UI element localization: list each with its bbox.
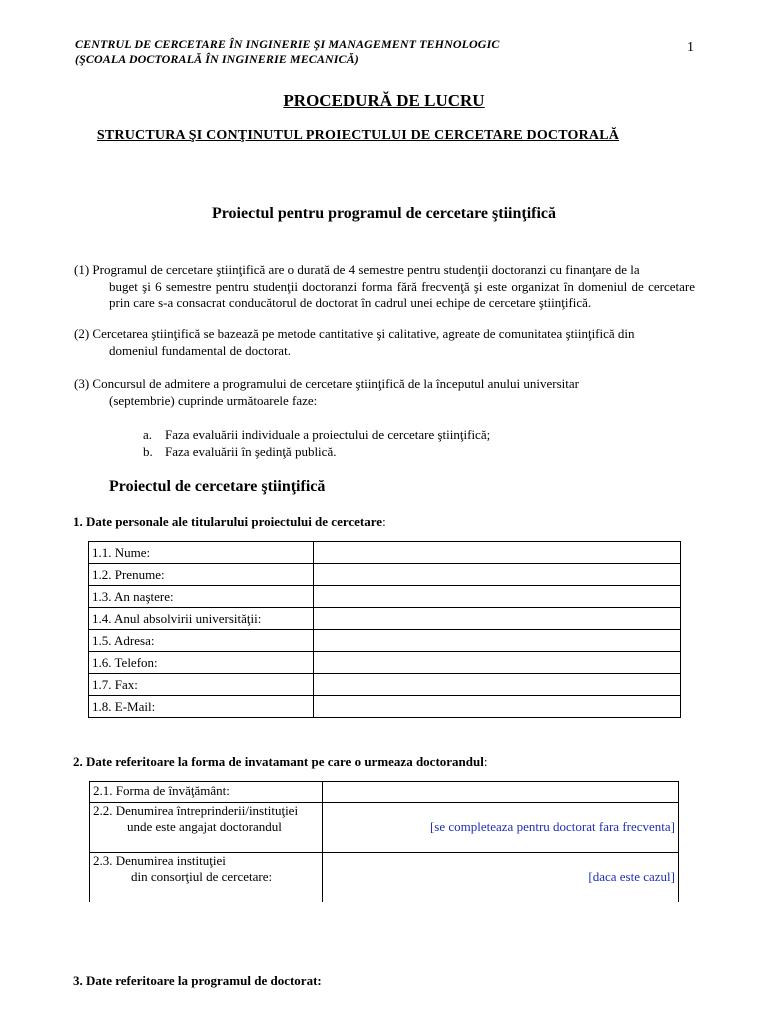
field-value-name[interactable] <box>314 542 681 564</box>
table-row <box>89 608 681 630</box>
table-row <box>89 564 681 586</box>
field-label-line: 2.1. Forma de învăţământ: <box>93 783 230 798</box>
school-name: (ŞCOALA DOCTORALĂ ÎN INGINERIE MECANICĂ) <box>75 52 359 66</box>
list-item <box>143 443 490 460</box>
field-label-line: din consorţiul de cercetare: <box>131 869 273 884</box>
field-value-email[interactable] <box>314 696 681 718</box>
list-item-text: Faza evaluării individuale a proiectului de cercetare ştiinţifică; <box>165 427 491 442</box>
field-note: [se completeaza pentru doctorat fara frecventa] <box>429 819 675 834</box>
education-form-table <box>89 781 679 902</box>
table-row <box>90 782 679 803</box>
field-label-line: 2.3. Denumirea instituţiei <box>93 853 226 868</box>
field-label-name: 1.1. Nume: <box>89 542 314 564</box>
paragraph-first-line: (2) Cercetarea ştiinţifică se bazează pe metode cantitative şi calitative, agreate de comunitatea ştiinţifică din <box>74 326 635 341</box>
project-heading: Proiectul de cercetare ştiinţifică <box>109 478 326 495</box>
table-row <box>90 803 679 853</box>
field-value-education-form[interactable] <box>323 782 679 803</box>
table-row <box>89 586 681 608</box>
document-title: PROCEDURĂ DE LUCRU <box>283 91 485 110</box>
field-label-consortium <box>90 853 323 903</box>
section-2-heading-colon: : <box>483 754 488 769</box>
paragraph-continuation: buget şi 6 semestre pentru studenţii doctoranzi forma fără frecvenţă şi este organizat în domeniul de cercetare prin care s-a consacrat conducătorul de doctorat în cadrul unei echipe de cercetare ştiinţifică. <box>109 278 695 310</box>
field-label-email: 1.8. E-Mail: <box>89 696 314 718</box>
paragraph-continuation: (septembrie) cuprinde următoarele faze: <box>109 392 318 408</box>
field-label-first-name: 1.2. Prenume: <box>89 564 314 586</box>
table-row <box>89 630 681 652</box>
phases-list <box>143 426 490 460</box>
field-value-fax[interactable] <box>314 674 681 696</box>
section-1-heading <box>73 514 386 530</box>
table-row <box>89 542 681 564</box>
paragraph-1 <box>74 262 695 312</box>
page-number: 1 <box>687 40 694 55</box>
field-label-fax: 1.7. Fax: <box>89 674 314 696</box>
field-value-birth-year[interactable] <box>314 586 681 608</box>
table-row <box>90 853 679 903</box>
paragraph-2 <box>74 326 695 359</box>
personal-data-table <box>88 541 681 718</box>
field-label-phone: 1.6. Telefon: <box>89 652 314 674</box>
paragraph-3 <box>74 376 695 409</box>
field-value-address[interactable] <box>314 630 681 652</box>
field-note: [daca este cazul] <box>588 869 675 884</box>
section-1-heading-text: 1. Date personale ale titularului proiectului de cercetare <box>73 514 383 529</box>
field-label-graduation-year: 1.4. Anul absolvirii universităţii: <box>89 608 314 630</box>
section-1-heading-colon: : <box>382 514 386 529</box>
section-2-heading-text: 2. Date referitoare la forma de invatamant pe care o urmeaza doctorandul <box>73 754 484 769</box>
section-3-heading: 3. Date referitoare la programul de doctorat: <box>73 973 322 988</box>
field-label-line: unde este angajat doctorandul <box>127 819 282 834</box>
section-title: Proiectul pentru programul de cercetare ştiinţifică <box>211 205 557 222</box>
list-marker: b. <box>143 444 153 459</box>
list-item <box>143 426 490 443</box>
field-value-graduation-year[interactable] <box>314 608 681 630</box>
table-row <box>89 652 681 674</box>
field-label-birth-year: 1.3. An naştere: <box>89 586 314 608</box>
section-2-heading <box>73 754 487 770</box>
list-item-text: Faza evaluării în şedinţă publică. <box>165 444 337 459</box>
table-row <box>89 696 681 718</box>
field-value-consortium[interactable] <box>323 853 679 903</box>
field-label-line: 2.2. Denumirea întreprinderii/instituţiei <box>93 803 299 818</box>
field-value-employer[interactable] <box>323 803 679 853</box>
field-value-phone[interactable] <box>314 652 681 674</box>
list-marker: a. <box>143 427 153 442</box>
field-value-first-name[interactable] <box>314 564 681 586</box>
paragraph-continuation: domeniul fundamental de doctorat. <box>109 342 291 358</box>
field-label-employer <box>90 803 323 853</box>
document-subtitle: STRUCTURA ŞI CONŢINUTUL PROIECTULUI DE CERCETARE DOCTORALĂ <box>96 128 620 143</box>
paragraph-first-line: (3) Concursul de admitere a programului de cercetare ştiinţifică de la începutul anului universitar <box>74 376 580 391</box>
field-label-address: 1.5. Adresa: <box>89 630 314 652</box>
institution-name: CENTRUL DE CERCETARE ÎN INGINERIE ŞI MANAGEMENT TEHNOLOGIC <box>75 37 500 51</box>
table-row <box>89 674 681 696</box>
paragraph-first-line: (1) Programul de cercetare ştiinţifică are o durată de 4 semestre pentru studenţii doctoranzi cu finanţare de la <box>74 262 640 277</box>
field-label-education-form <box>90 782 323 803</box>
